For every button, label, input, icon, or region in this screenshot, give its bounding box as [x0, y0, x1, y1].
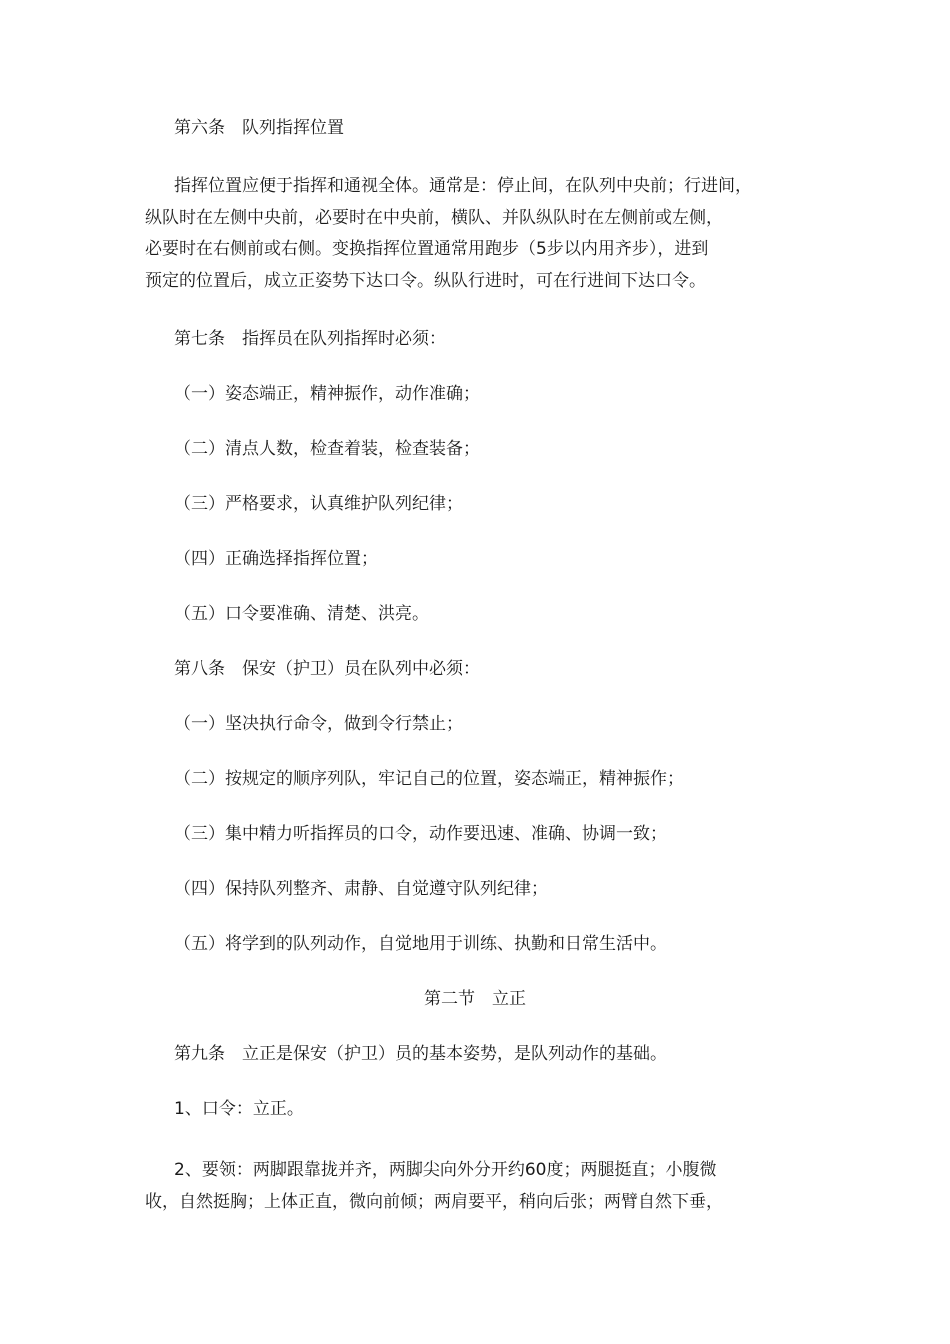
article-9-item: 1、口令：立正。 [174, 1099, 304, 1119]
article-9-line: 收，自然挺胸；上体正直，微向前倾；两肩要平，稍向后张；两臂自然下垂， [145, 1191, 723, 1212]
article-6-line: 纵队时在左侧中央前，必要时在中央前，横队、并队纵队时在左侧前或左侧， [145, 207, 723, 228]
article-6-body [145, 171, 825, 297]
article-7-item: （一）姿态端正，精神振作，动作准确； [174, 384, 480, 404]
article-8-title: 第八条 保安（护卫）员在队列中必须： [174, 659, 480, 679]
article-7-item: （三）严格要求，认真维护队列纪律； [174, 494, 463, 514]
article-9-line: 2、要领：两脚跟靠拢并齐，两脚尖向外分开约60度；两腿挺直；小腹微 [174, 1160, 717, 1180]
article-6-line: 预定的位置后，成立正姿势下达口令。纵队行进时，可在行进间下达口令。 [145, 270, 706, 291]
article-8-item: （一）坚决执行命令，做到令行禁止； [174, 714, 463, 734]
article-9-item-2 [145, 1155, 825, 1218]
section-heading: 第二节 立正 [424, 989, 526, 1009]
article-6-line: 必要时在右侧前或右侧。变换指挥位置通常用跑步（5步以内用齐步），进到 [145, 239, 709, 259]
article-8-item: （三）集中精力听指挥员的口令，动作要迅速、准确、协调一致； [174, 824, 667, 844]
article-6-title: 第六条 队列指挥位置 [174, 118, 344, 138]
article-8-item: （四）保持队列整齐、肃静、自觉遵守队列纪律； [174, 879, 548, 899]
article-8-item: （二）按规定的顺序列队，牢记自己的位置，姿态端正，精神振作； [174, 769, 684, 789]
article-7-title: 第七条 指挥员在队列指挥时必须： [174, 329, 446, 349]
article-7-item: （五）口令要准确、清楚、洪亮。 [174, 604, 429, 624]
article-7-item: （二）清点人数，检查着装，检查装备； [174, 439, 480, 459]
article-6-line: 指挥位置应便于指挥和通视全体。通常是：停止间，在队列中央前；行进间， [174, 176, 752, 196]
article-8-item: （五）将学到的队列动作，自觉地用于训练、执勤和日常生活中。 [174, 934, 667, 954]
article-9-title: 第九条 立正是保安（护卫）员的基本姿势，是队列动作的基础。 [174, 1044, 667, 1064]
article-7-item: （四）正确选择指挥位置； [174, 549, 378, 569]
